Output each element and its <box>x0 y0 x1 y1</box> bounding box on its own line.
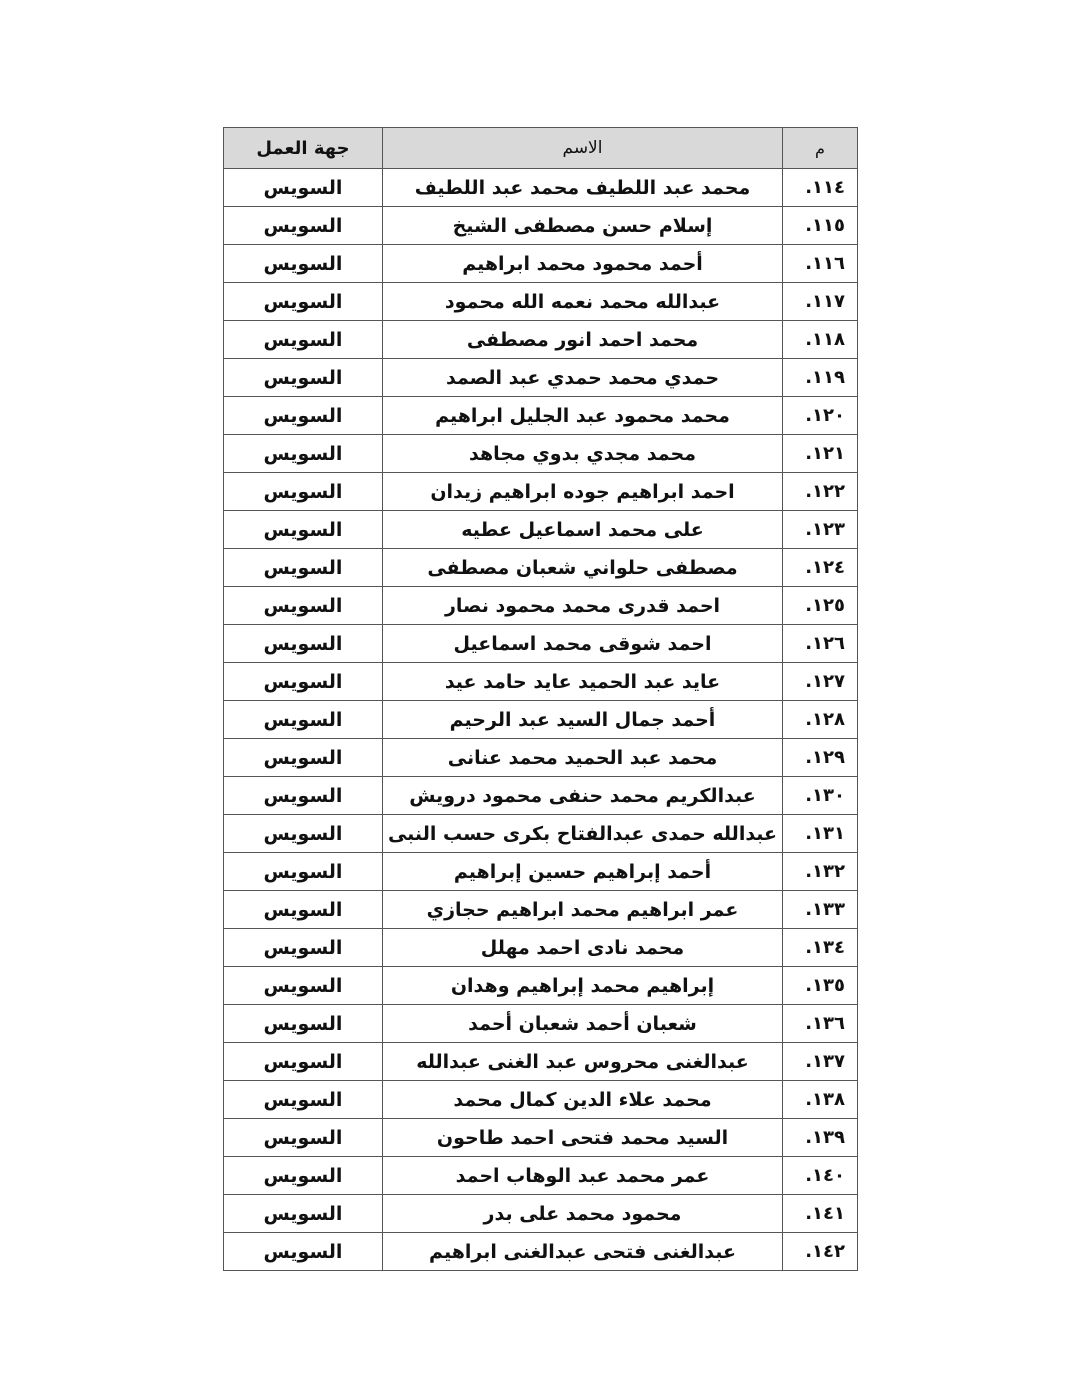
document-sheet <box>223 127 857 1271</box>
names-table <box>223 127 858 1271</box>
table-row <box>224 587 858 625</box>
row-number: ١٤٠. <box>783 1157 858 1195</box>
row-name: أحمد إبراهيم حسين إبراهيم <box>383 853 783 891</box>
row-number: ١٢٦. <box>783 625 858 663</box>
row-number: ١٢٨. <box>783 701 858 739</box>
row-name: عبدالغنى محروس عبد الغنى عبدالله <box>383 1043 783 1081</box>
table-row <box>224 549 858 587</box>
row-workplace: السويس <box>224 511 383 549</box>
row-number: ١٣٤. <box>783 929 858 967</box>
row-name: عبدالغنى فتحى عبدالغنى ابراهيم <box>383 1233 783 1271</box>
table-row <box>224 321 858 359</box>
row-workplace: السويس <box>224 283 383 321</box>
header-workplace: جهة العمل <box>224 128 383 169</box>
row-name: إسلام حسن مصطفى الشيخ <box>383 207 783 245</box>
row-number: ١٢٥. <box>783 587 858 625</box>
table-row <box>224 853 858 891</box>
table-row <box>224 891 858 929</box>
row-number: ١٣٢. <box>783 853 858 891</box>
row-workplace: السويس <box>224 435 383 473</box>
table-row <box>224 245 858 283</box>
row-number: ١٣٣. <box>783 891 858 929</box>
row-name: عايد عبد الحميد عايد حامد عيد <box>383 663 783 701</box>
row-workplace: السويس <box>224 701 383 739</box>
table-row <box>224 663 858 701</box>
row-name: عمر محمد عبد الوهاب احمد <box>383 1157 783 1195</box>
table-row <box>224 1119 858 1157</box>
row-workplace: السويس <box>224 473 383 511</box>
row-number: ١٢٩. <box>783 739 858 777</box>
table-row <box>224 815 858 853</box>
row-workplace: السويس <box>224 663 383 701</box>
table-row <box>224 473 858 511</box>
table-row <box>224 511 858 549</box>
row-workplace: السويس <box>224 1195 383 1233</box>
row-number: ١٢٤. <box>783 549 858 587</box>
table-row <box>224 739 858 777</box>
row-name: إبراهيم محمد إبراهيم وهدان <box>383 967 783 1005</box>
row-number: ١٢٠. <box>783 397 858 435</box>
row-workplace: السويس <box>224 321 383 359</box>
table-row <box>224 283 858 321</box>
table-header <box>224 128 858 169</box>
row-workplace: السويس <box>224 549 383 587</box>
table-row <box>224 701 858 739</box>
row-name: السيد محمد فتحى احمد طاحون <box>383 1119 783 1157</box>
row-workplace: السويس <box>224 1081 383 1119</box>
row-number: ١٣٦. <box>783 1005 858 1043</box>
row-workplace: السويس <box>224 891 383 929</box>
table-row <box>224 967 858 1005</box>
row-name: محمد عبد الحميد محمد عنانى <box>383 739 783 777</box>
row-name: محمد مجدي بدوي مجاهد <box>383 435 783 473</box>
table-row <box>224 1195 858 1233</box>
header-row <box>224 128 858 169</box>
row-name: عبدالله محمد نعمه الله محمود <box>383 283 783 321</box>
row-number: ١١٦. <box>783 245 858 283</box>
row-number: ١٣١. <box>783 815 858 853</box>
row-number: ١١٥. <box>783 207 858 245</box>
row-number: ١٣٩. <box>783 1119 858 1157</box>
table-row <box>224 1233 858 1271</box>
row-workplace: السويس <box>224 853 383 891</box>
table-row <box>224 1043 858 1081</box>
row-name: أحمد محمود محمد ابراهيم <box>383 245 783 283</box>
table-row <box>224 929 858 967</box>
row-workplace: السويس <box>224 1005 383 1043</box>
row-number: ١١٨. <box>783 321 858 359</box>
row-workplace: السويس <box>224 359 383 397</box>
row-name: حمدي محمد حمدي عبد الصمد <box>383 359 783 397</box>
row-name: عبدالكريم محمد حنفى محمود درويش <box>383 777 783 815</box>
row-number: ١٣٧. <box>783 1043 858 1081</box>
table-row <box>224 1081 858 1119</box>
row-name: محمد عبد اللطيف محمد عبد اللطيف <box>383 169 783 207</box>
row-number: ١٤٢. <box>783 1233 858 1271</box>
table-row <box>224 169 858 207</box>
row-name: محمد محمود عبد الجليل ابراهيم <box>383 397 783 435</box>
row-workplace: السويس <box>224 777 383 815</box>
header-number: م <box>783 128 858 169</box>
header-name: الاسم <box>383 128 783 169</box>
row-workplace: السويس <box>224 625 383 663</box>
row-name: على محمد اسماعيل عطيه <box>383 511 783 549</box>
row-workplace: السويس <box>224 207 383 245</box>
row-name: احمد ابراهيم جوده ابراهيم زيدان <box>383 473 783 511</box>
row-name: احمد قدرى محمد محمود نصار <box>383 587 783 625</box>
row-workplace: السويس <box>224 1119 383 1157</box>
row-workplace: السويس <box>224 1043 383 1081</box>
row-number: ١٣٠. <box>783 777 858 815</box>
row-name: عمر ابراهيم محمد ابراهيم حجازي <box>383 891 783 929</box>
row-number: ١١٤. <box>783 169 858 207</box>
row-number: ١٢٣. <box>783 511 858 549</box>
row-number: ١٢١. <box>783 435 858 473</box>
table-row <box>224 1157 858 1195</box>
row-name: احمد شوقى محمد اسماعيل <box>383 625 783 663</box>
row-number: ١٢٢. <box>783 473 858 511</box>
row-workplace: السويس <box>224 1157 383 1195</box>
table-row <box>224 1005 858 1043</box>
row-workplace: السويس <box>224 815 383 853</box>
table-row <box>224 625 858 663</box>
row-name: محمد علاء الدين كمال محمد <box>383 1081 783 1119</box>
row-workplace: السويس <box>224 967 383 1005</box>
row-workplace: السويس <box>224 587 383 625</box>
row-workplace: السويس <box>224 245 383 283</box>
table-row <box>224 397 858 435</box>
row-name: مصطفى حلواني شعبان مصطفى <box>383 549 783 587</box>
table-row <box>224 207 858 245</box>
row-number: ١١٩. <box>783 359 858 397</box>
row-workplace: السويس <box>224 1233 383 1271</box>
row-name: أحمد جمال السيد عبد الرحيم <box>383 701 783 739</box>
table-row <box>224 359 858 397</box>
row-name: شعبان أحمد شعبان أحمد <box>383 1005 783 1043</box>
row-workplace: السويس <box>224 739 383 777</box>
row-workplace: السويس <box>224 397 383 435</box>
row-number: ١٢٧. <box>783 663 858 701</box>
row-name: محمود محمد على بدر <box>383 1195 783 1233</box>
row-name: محمد نادى احمد مهلل <box>383 929 783 967</box>
row-number: ١٣٨. <box>783 1081 858 1119</box>
row-number: ١٣٥. <box>783 967 858 1005</box>
table-body <box>224 169 858 1271</box>
row-workplace: السويس <box>224 929 383 967</box>
row-workplace: السويس <box>224 169 383 207</box>
table-row <box>224 777 858 815</box>
table-row <box>224 435 858 473</box>
row-name: عبدالله حمدى عبدالفتاح بكرى حسب النبى <box>383 815 783 853</box>
row-number: ١٤١. <box>783 1195 858 1233</box>
row-number: ١١٧. <box>783 283 858 321</box>
row-name: محمد احمد انور مصطفى <box>383 321 783 359</box>
